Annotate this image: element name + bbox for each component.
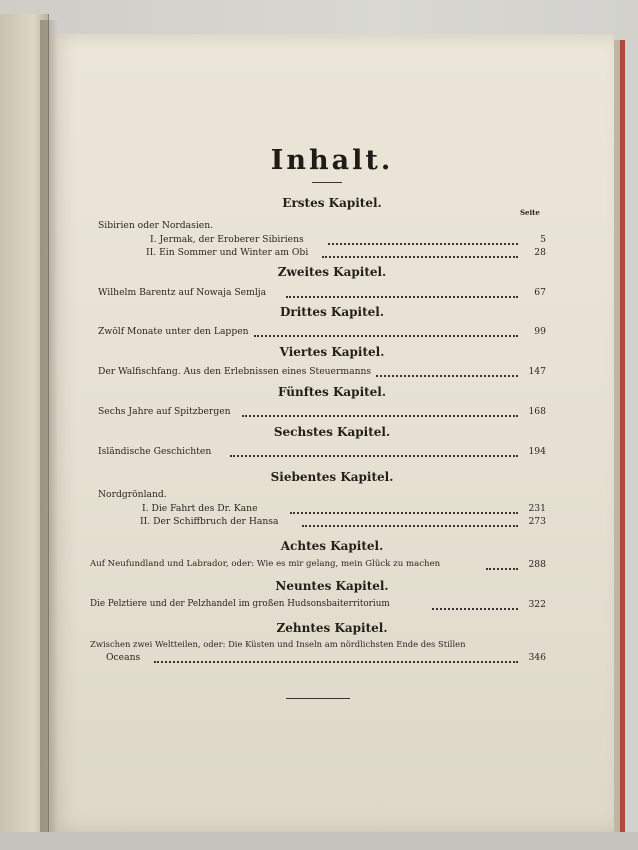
leader-dots [322,247,518,258]
page-number: 99 [534,326,546,337]
toc-entry-pelztiere: Die Pelztiere und der Pelzhandel im großen Hudsonsbaiterritorium [90,599,390,609]
page-number: 231 [528,503,546,514]
toc-entry-neufundland: Auf Neufundland und Labrador, oder: Wie es mir gelang, mein Glück zu machen [90,559,441,569]
toc-entry-jermak: I. Jermak, der Eroberer Sibiriens [150,234,304,245]
toc-entry-kane: I. Die Fahrt des Dr. Kane [142,503,258,514]
table-surface [0,832,638,850]
leader-dots [432,599,518,610]
toc-entry-walfisch: Der Walfischfang. Aus den Erlebnissen eines Steuermanns [98,366,372,377]
page-number: 5 [540,234,546,245]
page-number: 288 [528,559,546,570]
toc-entry-barentz: Wilhelm Barentz auf Nowaja Semlja [98,287,267,298]
leader-dots [230,446,518,457]
red-cover-edge [620,40,625,835]
chapter-heading-1: Erstes Kapitel. [282,196,382,210]
toc-entry-nordgroenland: Nordgrönland. [98,489,167,500]
chapter-heading-6: Sechstes Kapitel. [273,425,391,439]
toc-entry-island: Isländische Geschichten [98,446,212,457]
chapter-heading-8: Achtes Kapitel. [280,539,384,553]
toc-entry-lappen: Zwölf Monate unter den Lappen [98,326,249,337]
book-page [50,34,614,832]
toc-entry-sibirien: Sibirien oder Nordasien. [98,220,214,231]
page-number: 322 [528,599,546,610]
toc-entry-spitzbergen: Sechs Jahre auf Spitzbergen [98,406,231,417]
chapter-heading-10: Zehntes Kapitel. [276,621,388,635]
page-number: 346 [528,652,546,663]
leader-dots [376,366,518,377]
page-number: 67 [534,287,546,298]
seite-label: Seite [520,208,540,217]
leader-dots [242,406,518,417]
page-number: 273 [528,516,546,527]
page-title: Inhalt. [270,145,394,176]
chapter-heading-2: Zweites Kapitel. [277,265,387,279]
chapter-heading-3: Drittes Kapitel. [279,305,384,319]
leader-dots [254,326,518,337]
toc-entry-weltteilen-cont: Oceans [106,652,141,663]
leader-dots [328,234,518,245]
page-number: 147 [528,366,546,377]
page-number: 28 [534,247,546,258]
chapter-heading-9: Neuntes Kapitel. [275,579,389,593]
chapter-heading-4: Viertes Kapitel. [279,345,385,359]
title-rule [312,182,342,183]
leader-dots [302,516,518,527]
leader-dots [486,559,518,570]
toc-entry-obi: II. Ein Sommer und Winter am Obi [146,247,309,258]
leader-dots [286,287,518,298]
closing-rule [286,698,350,699]
page-number: 194 [528,446,546,457]
page-number: 168 [528,406,546,417]
leader-dots [154,652,518,663]
chapter-heading-7: Siebentes Kapitel. [270,470,394,484]
toc-entry-hansa: II. Der Schiffbruch der Hansa [140,516,279,527]
chapter-heading-5: Fünftes Kapitel. [277,385,387,399]
toc-entry-weltteilen: Zwischen zwei Weltteilen, oder: Die Küsten und Inseln am nördlichsten Ende des Stillen [90,639,466,649]
spine-shadow [40,20,58,832]
leader-dots [290,503,518,514]
